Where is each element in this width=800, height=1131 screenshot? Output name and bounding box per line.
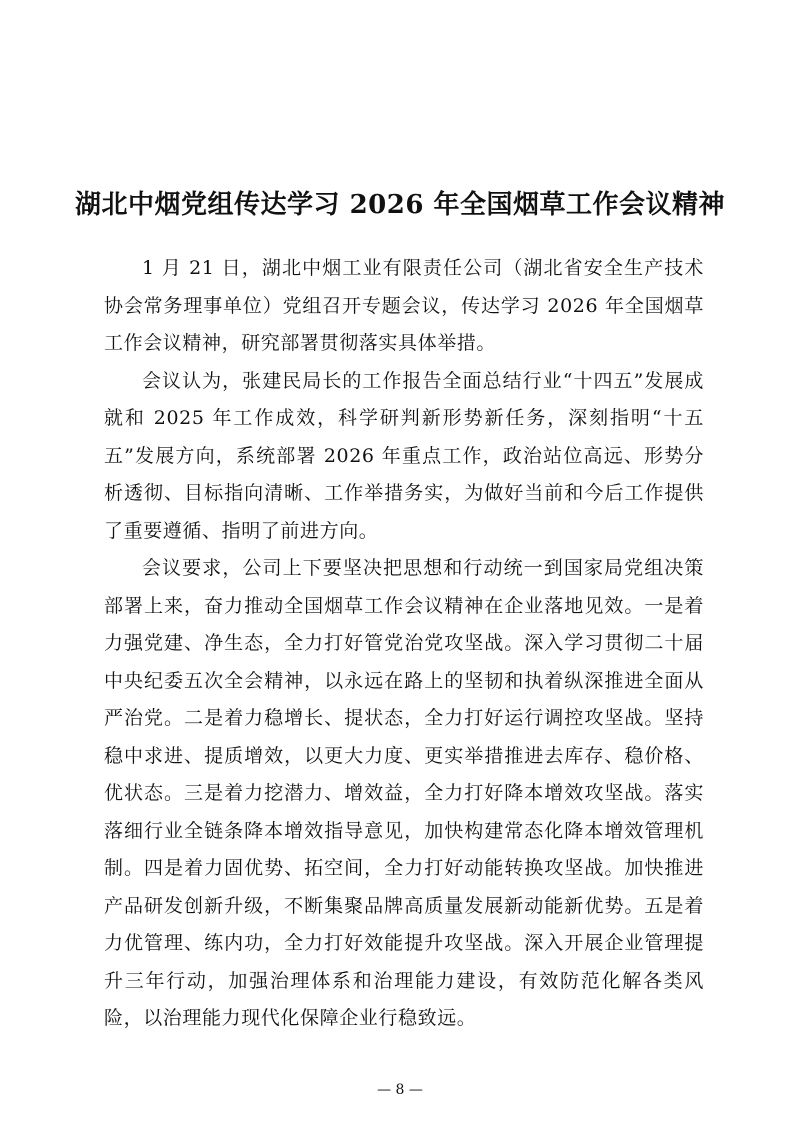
document-title: 湖北中烟党组传达学习 2026 年全国烟草工作会议精神 [75,190,725,221]
paragraph-1: 1 月 21 日，湖北中烟工业有限责任公司（湖北省安全生产技术协会常务理事单位）党组召开专题会议，传达学习 2026 年全国烟草工作会议精神，研究部署贯彻落实具体举措。 [104,257,704,354]
paragraph-3: 会议要求，公司上下要坚决把思想和行动统一到国家局党组决策部署上来，奋力推动全国烟草工作会议精神在企业落地见效。一是着力强党建、净生态，全力打好管党治党攻坚战。深入学习贯彻二十届中央纪委五次全会精神，以永远在路上的坚韧和执着纵深推进全面从严治党。二是着力稳增长、提状态，全力打好运行调控攻坚战。坚持稳中求进、提质增效，以更大力度、更实举措推进去库存、稳价格、优状态。三是着力挖潜力、增效益，全力打好降本增效攻坚战。落实落细行业全链条降本增效指导意见，加快构建常态化降本增效管理机制。四是着力固优势、拓空间，全力打好动能转换攻坚战。加快推进产品研发创新升级，不断集聚品牌高质量发展新动能新优势。五是着力优管理、练内功，全力打好效能提升攻坚战。深入开展企业管理提升三年行动，加强治理体系和治理能力建设，有效防范化解各类风险，以治理能力现代化保障企业行稳致远。 [104,557,704,1029]
document-body [104,250,704,1038]
paragraph-2: 会议认为，张建民局长的工作报告全面总结行业“十四五”发展成就和 2025 年工作成效，科学研判新形势新任务，深刻指明“十五五”发展方向，系统部署 2026 年重点工作，政治站位高远、形势分析透彻、目标指向清晰、工作举措务实，为做好当前和今后工作提供了重要遵循、指明了前进方向。 [104,369,704,542]
page-number: — 8 — [377,1082,423,1098]
